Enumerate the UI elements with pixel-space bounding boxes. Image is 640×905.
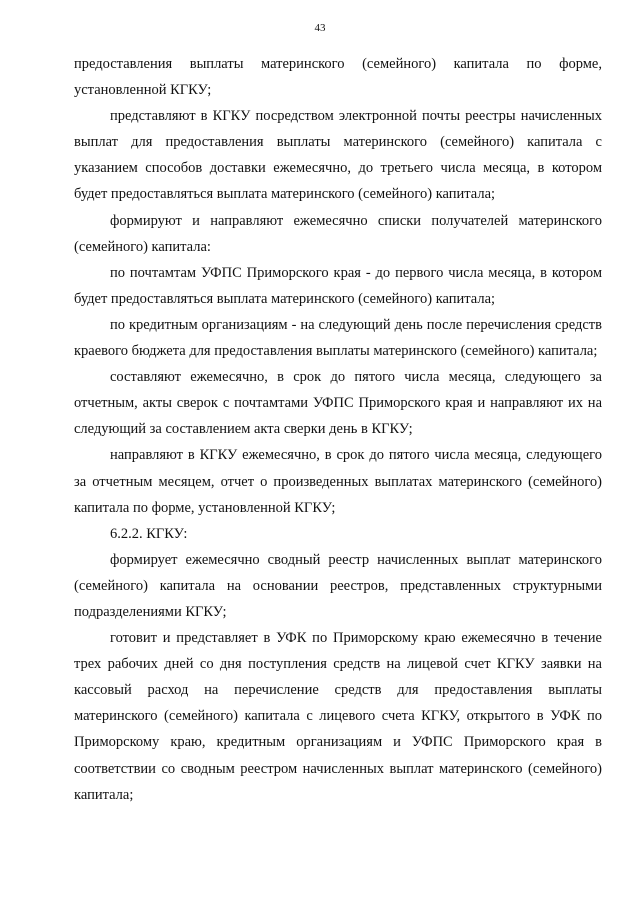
paragraph-credit-organizations: по кредитным организациям - на следующий день после перечисления средств краевого бюджета для предоставления выплаты материнского (семейного) капитала; xyxy=(74,316,602,360)
paragraph-reconciliation-acts: составляют ежемесячно, в срок до пятого числа месяца, следующего за отчетным, акты сверок с почтамтами УФПС Приморского края и направляют их на следующий за составлением акта сверки день в КГКУ; xyxy=(74,369,602,438)
paragraph-post-offices: по почтамтам УФПС Приморского края - до первого числа месяца, в котором будет предоставляться выплата материнского (семейного) капитала; xyxy=(74,264,602,307)
paragraph-continuation: предоставления выплаты материнского (семейного) капитала по форме, установленной КГКУ; xyxy=(74,56,602,99)
section-heading-6-2-2: 6.2.2. КГКУ: xyxy=(110,525,188,542)
paragraph-registers-email: представляют в КГКУ посредством электронной почты реестры начисленных выплат для предоставления выплаты материнского (семейного) капитала с указанием способов доставки ежемесячно, до третьего числа месяца, в котором будет предоставляться выплата материнского (семейного) капитала; xyxy=(74,108,602,203)
paragraph-cash-expense-requests: готовит и представляет в УФК по Приморскому краю ежемесячно в течение трех рабочих дней со дня поступления средств на лицевой счет КГКУ заявки на кассовый расход на перечисление средств для предоставления выплаты материнского (семейного) капитала с лицевого счета КГКУ, открытого в УФК по Приморскому краю, кредитным организациям и УФПС Приморского края в соответствии со сводным реестром начисленных выплат материнского (семейного) капитала; xyxy=(74,630,602,803)
page-number: 43 xyxy=(314,22,326,34)
paragraph-recipient-lists: формируют и направляют ежемесячно списки получателей материнского (семейного) капитала: xyxy=(74,212,602,255)
document-body xyxy=(74,51,602,808)
paragraph-consolidated-register: формирует ежемесячно сводный реестр начисленных выплат материнского (семейного) капитала на основании реестров, представленных структурными подразделениями КГКУ; xyxy=(74,551,602,620)
paragraph-payment-report: направляют в КГКУ ежемесячно, в срок до пятого числа месяца, следующего за отчетным месяцем, отчет о произведенных выплатах материнского (семейного) капитала по форме, установленной КГКУ; xyxy=(74,447,602,516)
